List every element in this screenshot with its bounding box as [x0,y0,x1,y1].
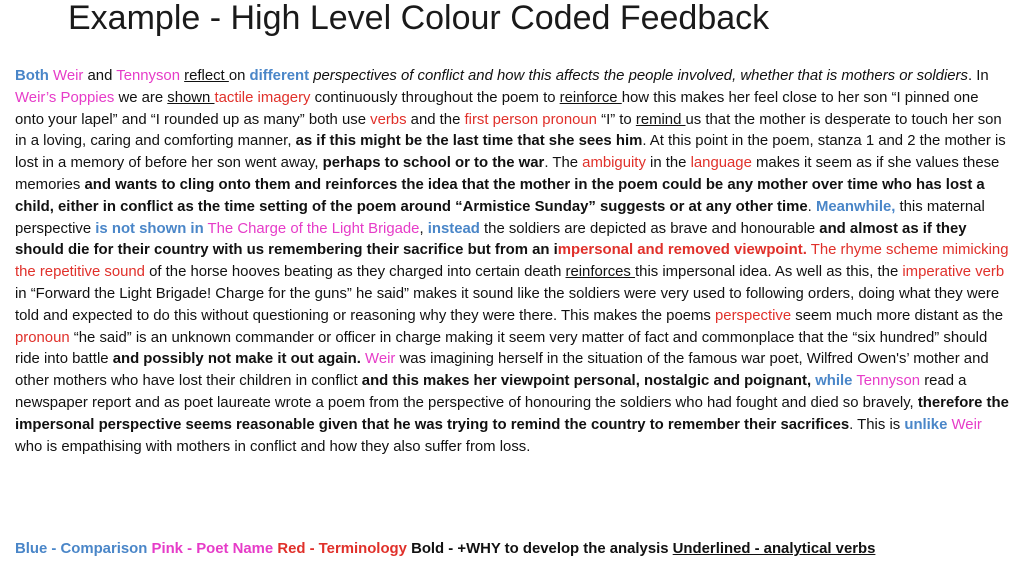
paragraph-text-run: instead [427,220,480,237]
paragraph-text-run: and wants to cling onto them and reinforces the idea that the mother in the poem could be any mother over time who has lost a child, either in conflict as the time setting of the poem around “Armistice Sunday” suggests or at any other time [15,176,985,215]
paragraph-text-run: therefore the impersonal perspective seems reasonable given that he was trying to remind the country to remember their sacrifices [15,394,1009,433]
paragraph-text-run: “he said” is an unknown commander or officer in charge making it seem very matter of fact and commonplace that the “six hundred” should ride into battle [15,329,988,368]
paragraph-text-run: The Charge of the Light Brigade [207,220,420,237]
paragraph-text-run: and the [406,111,465,128]
paragraph-text-run: and [83,68,117,84]
legend-text-run: Red - Terminology [277,541,407,557]
paragraph-text-run: Weir [53,68,84,84]
legend-text-run: Underlined - analytical verbs [672,541,876,557]
paragraph-text-run: language [690,155,752,172]
paragraph-text-run: while [815,373,853,390]
paragraph-text-run: pronoun [15,329,70,346]
paragraph-text-run: Weir [365,351,396,368]
paragraph-text-run: Tennyson [856,373,921,390]
paragraph-text-run: imperative verb [902,264,1005,281]
paragraph-text-run: the soldiers are depicted as brave and honourable [479,220,820,237]
paragraph-text-run: and this makes her viewpoint personal, nostalgic and poignant, [361,373,812,390]
paragraph-text-run: , [419,220,428,237]
paragraph-text-run: reinforces [565,264,636,281]
legend-text-run: Blue - Comparison [15,541,148,557]
paragraph-text-run: us that the mother is desperate to touch her son in a loving, caring and comforting manner, [15,111,1002,150]
paragraph-text-run: reinforce [559,89,622,106]
paragraph-text-run: and almost as if they should die for their country with us remembering their sacrifice but from an i [15,220,967,259]
paragraph-text-run: . The [544,155,583,172]
paragraph-text-run: . At this point in the poem, stanza 1 and 2 the mother is lost in a memory of before her son went away, [15,133,1006,172]
paragraph-text-run: Weir [951,416,982,433]
paragraph-text-run: “I” to [596,111,636,128]
paragraph-text-run: of the horse hooves beating as they charged into certain death [144,264,566,281]
paragraph-text-run: as if this might be the last time that she sees him [295,133,643,150]
paragraph-text-run: reflect [184,68,229,84]
paragraph-text-run: how this makes her feel close to her son “I pinned one onto your lapel” and “I rounded up as many” both use [15,89,979,128]
paragraph-text-run: and possibly not make it out again. [112,351,361,368]
paragraph-text-run: perhaps to school or to the war [322,155,545,172]
paragraph-text-run: Both [15,68,54,84]
paragraph-text-run: is not shown in [95,220,204,237]
paragraph-text-run: mpersonal and removed viewpoint. [557,242,807,259]
paragraph-text-run: remind [635,111,686,128]
paragraph-text-run: was imagining herself in the situation of the famous war poet, Wilfred Owen's’ mother and other mothers who have lost their children in conflict [15,351,989,390]
colour-key-legend [15,539,1010,559]
paragraph-text-run: The rhyme scheme mimicking the repetitive sound [15,242,1009,281]
paragraph-text-run: read a newspaper report and as poet laureate wrote a poem from the perspective of honouring the soldiers who had fought and died so bravely, [15,373,967,411]
paragraph-text-run: makes it seem as if she values these memories [15,155,1000,193]
paragraph-text-run: . [807,198,816,215]
paragraph-text-run: Meanwhile, [815,198,896,215]
paragraph-text-run: seem much more distant as the [791,307,1004,324]
paragraph-text-run: shown [167,89,215,106]
paragraph-text-run: . This is [849,416,905,433]
paragraph-text-run: we are [114,89,168,106]
paragraph-text-run: perspective [715,307,792,324]
paragraph-text-run: tactile imagery [214,89,311,106]
paragraph-text-run: in “Forward the Light Brigade! Charge for the guns” he said” makes it sound like the soldiers were very used to following orders, doing what they were told and expected to do this without questioning or reasoning why they were there. This makes the poems [15,285,1000,324]
legend-text-run: Pink - Poet Name [151,541,274,557]
paragraph-text-run: on [228,68,250,84]
paragraph-text-run: this maternal perspective [15,198,985,237]
paragraph-text-run: first person pronoun [464,111,597,128]
paragraph-text-run: ambiguity [582,155,646,172]
paragraph-text-run: Weir’s Poppies [15,89,115,106]
paragraph-text-run: perspectives of conflict and how this affects the people involved, whether that is mothers or soldiers [309,68,968,84]
feedback-paragraph [15,66,1010,458]
paragraph-text-run: this impersonal idea. As well as this, the [635,264,903,281]
paragraph-text-run: unlike [904,416,948,433]
paragraph-text-run: different [249,68,310,84]
paragraph-text-run: verbs [370,111,407,128]
paragraph-text-run: continuously throughout the poem to [310,89,560,106]
paragraph-text-run: who is empathising with mothers in conflict and how they also suffer from loss. [15,438,531,455]
paragraph-text-run: Tennyson [116,68,180,84]
slide-title: Example - High Level Colour Coded Feedback [68,0,770,37]
paragraph-text-run: in the [645,155,691,172]
paragraph-text-run: . In [967,68,989,84]
legend-text-run: Bold - +WHY to develop the analysis [411,541,669,557]
